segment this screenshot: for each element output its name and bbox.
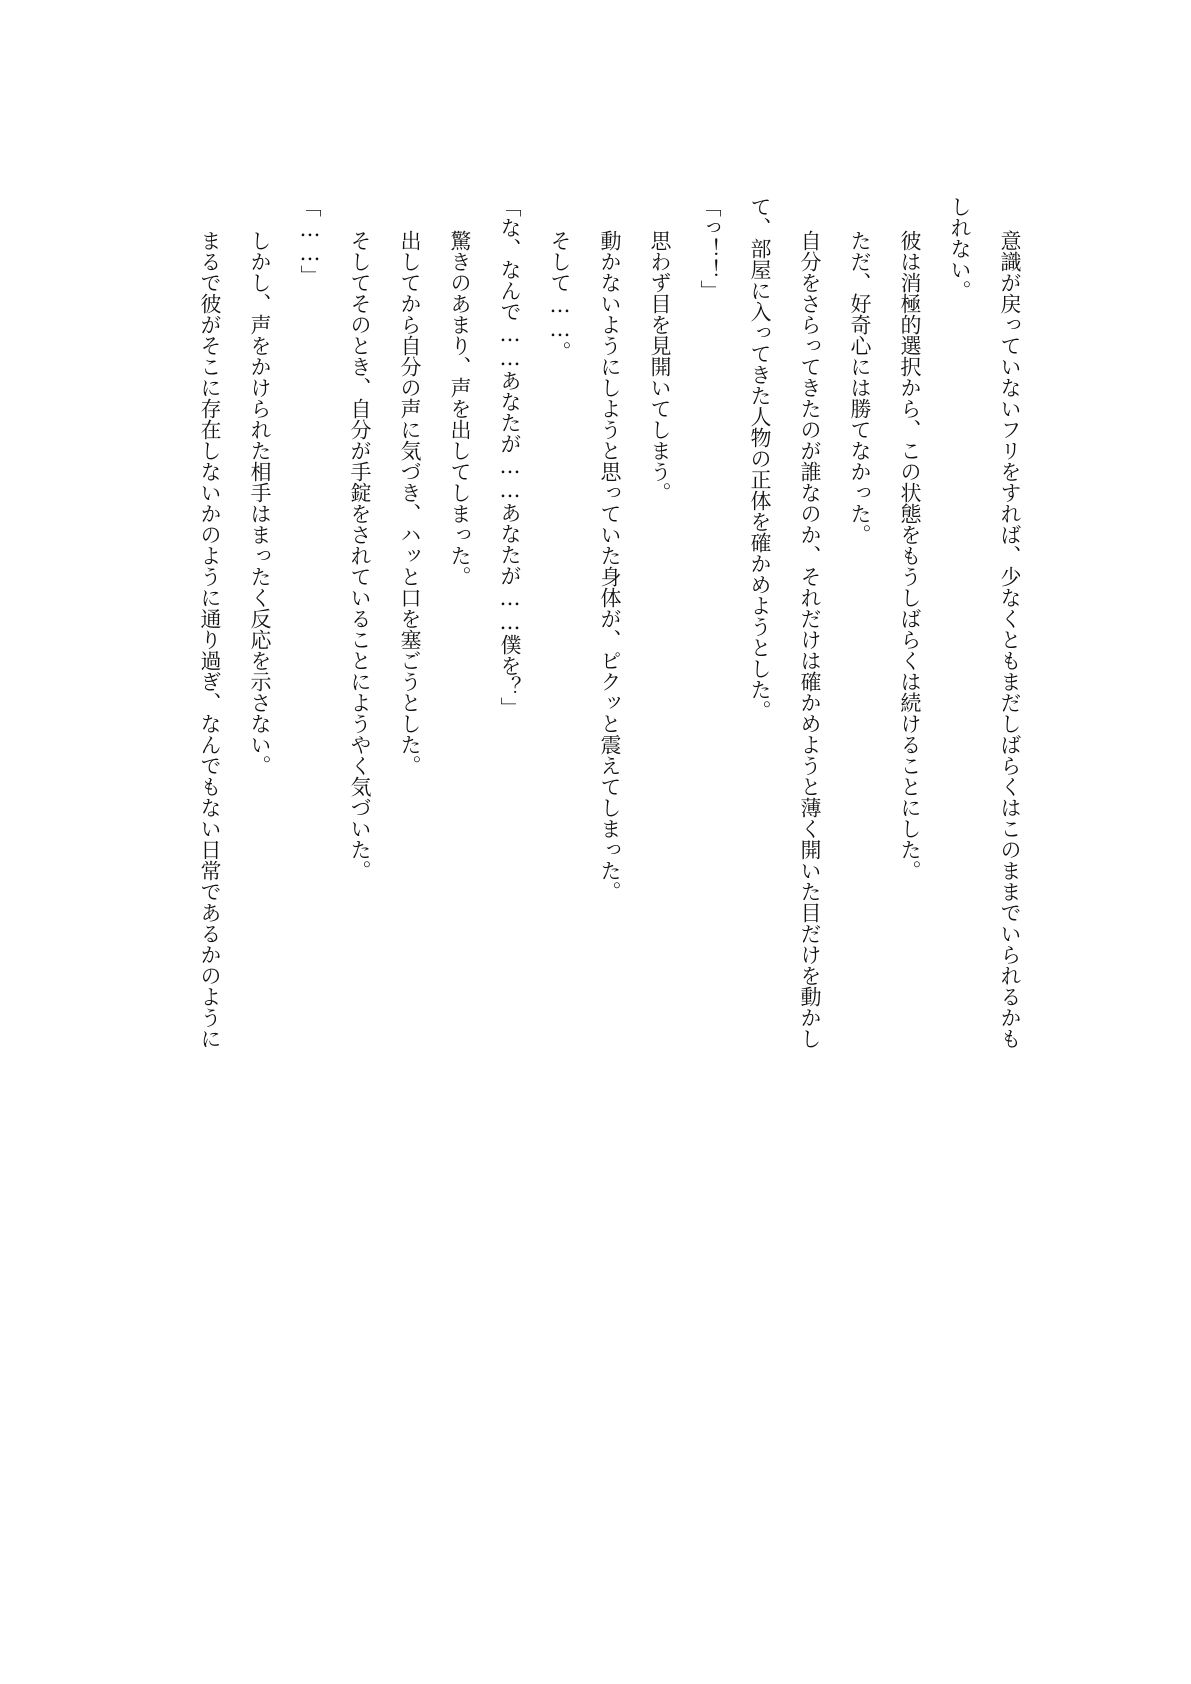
text-line-14: そしてそのとき、自分が手錠をされていることにようやく気づいた。 bbox=[348, 230, 372, 881]
text-line-1: 意識が戻っていないフリをすれば、少なくともまだしばらくはこのままでいられるかも bbox=[998, 230, 1022, 1049]
text-line-7: 「っ！！」 bbox=[698, 196, 722, 301]
text-line-13: 出してから自分の声に気づき、ハッと口を塞ごうとした。 bbox=[398, 230, 422, 776]
text-line-6: て、部屋に入ってきた人物の正体を確かめようとした。 bbox=[748, 196, 772, 721]
text-line-8: 思わず目を見開いてしまう。 bbox=[648, 230, 672, 503]
text-line-9: 動かないようにしようと思っていた身体が、ピクッと震えてしまった。 bbox=[598, 230, 622, 902]
text-line-3: 彼は消極的選択から、この状態をもうしばらくは続けることにした。 bbox=[898, 230, 922, 881]
text-line-5: 自分をさらってきたのが誰なのか、それだけは確かめようと薄く開いた目だけを動かし bbox=[798, 230, 822, 1049]
text-line-4: ただ、好奇心には勝てなかった。 bbox=[848, 230, 872, 545]
text-line-2: しれない。 bbox=[948, 196, 972, 301]
text-line-12: 驚きのあまり、声を出してしまった。 bbox=[448, 230, 472, 587]
text-line-15: 「……」 bbox=[298, 196, 322, 286]
text-line-11: 「な、なんで……あなたが……あなたが……僕を？」 bbox=[498, 196, 522, 718]
text-line-16: しかし、声をかけられた相手はまったく反応を示さない。 bbox=[248, 230, 272, 776]
text-line-10: そして……。 bbox=[548, 230, 572, 362]
text-line-17: まるで彼がそこに存在しないかのように通り過ぎ、なんでもない日常であるかのように bbox=[198, 230, 222, 1049]
